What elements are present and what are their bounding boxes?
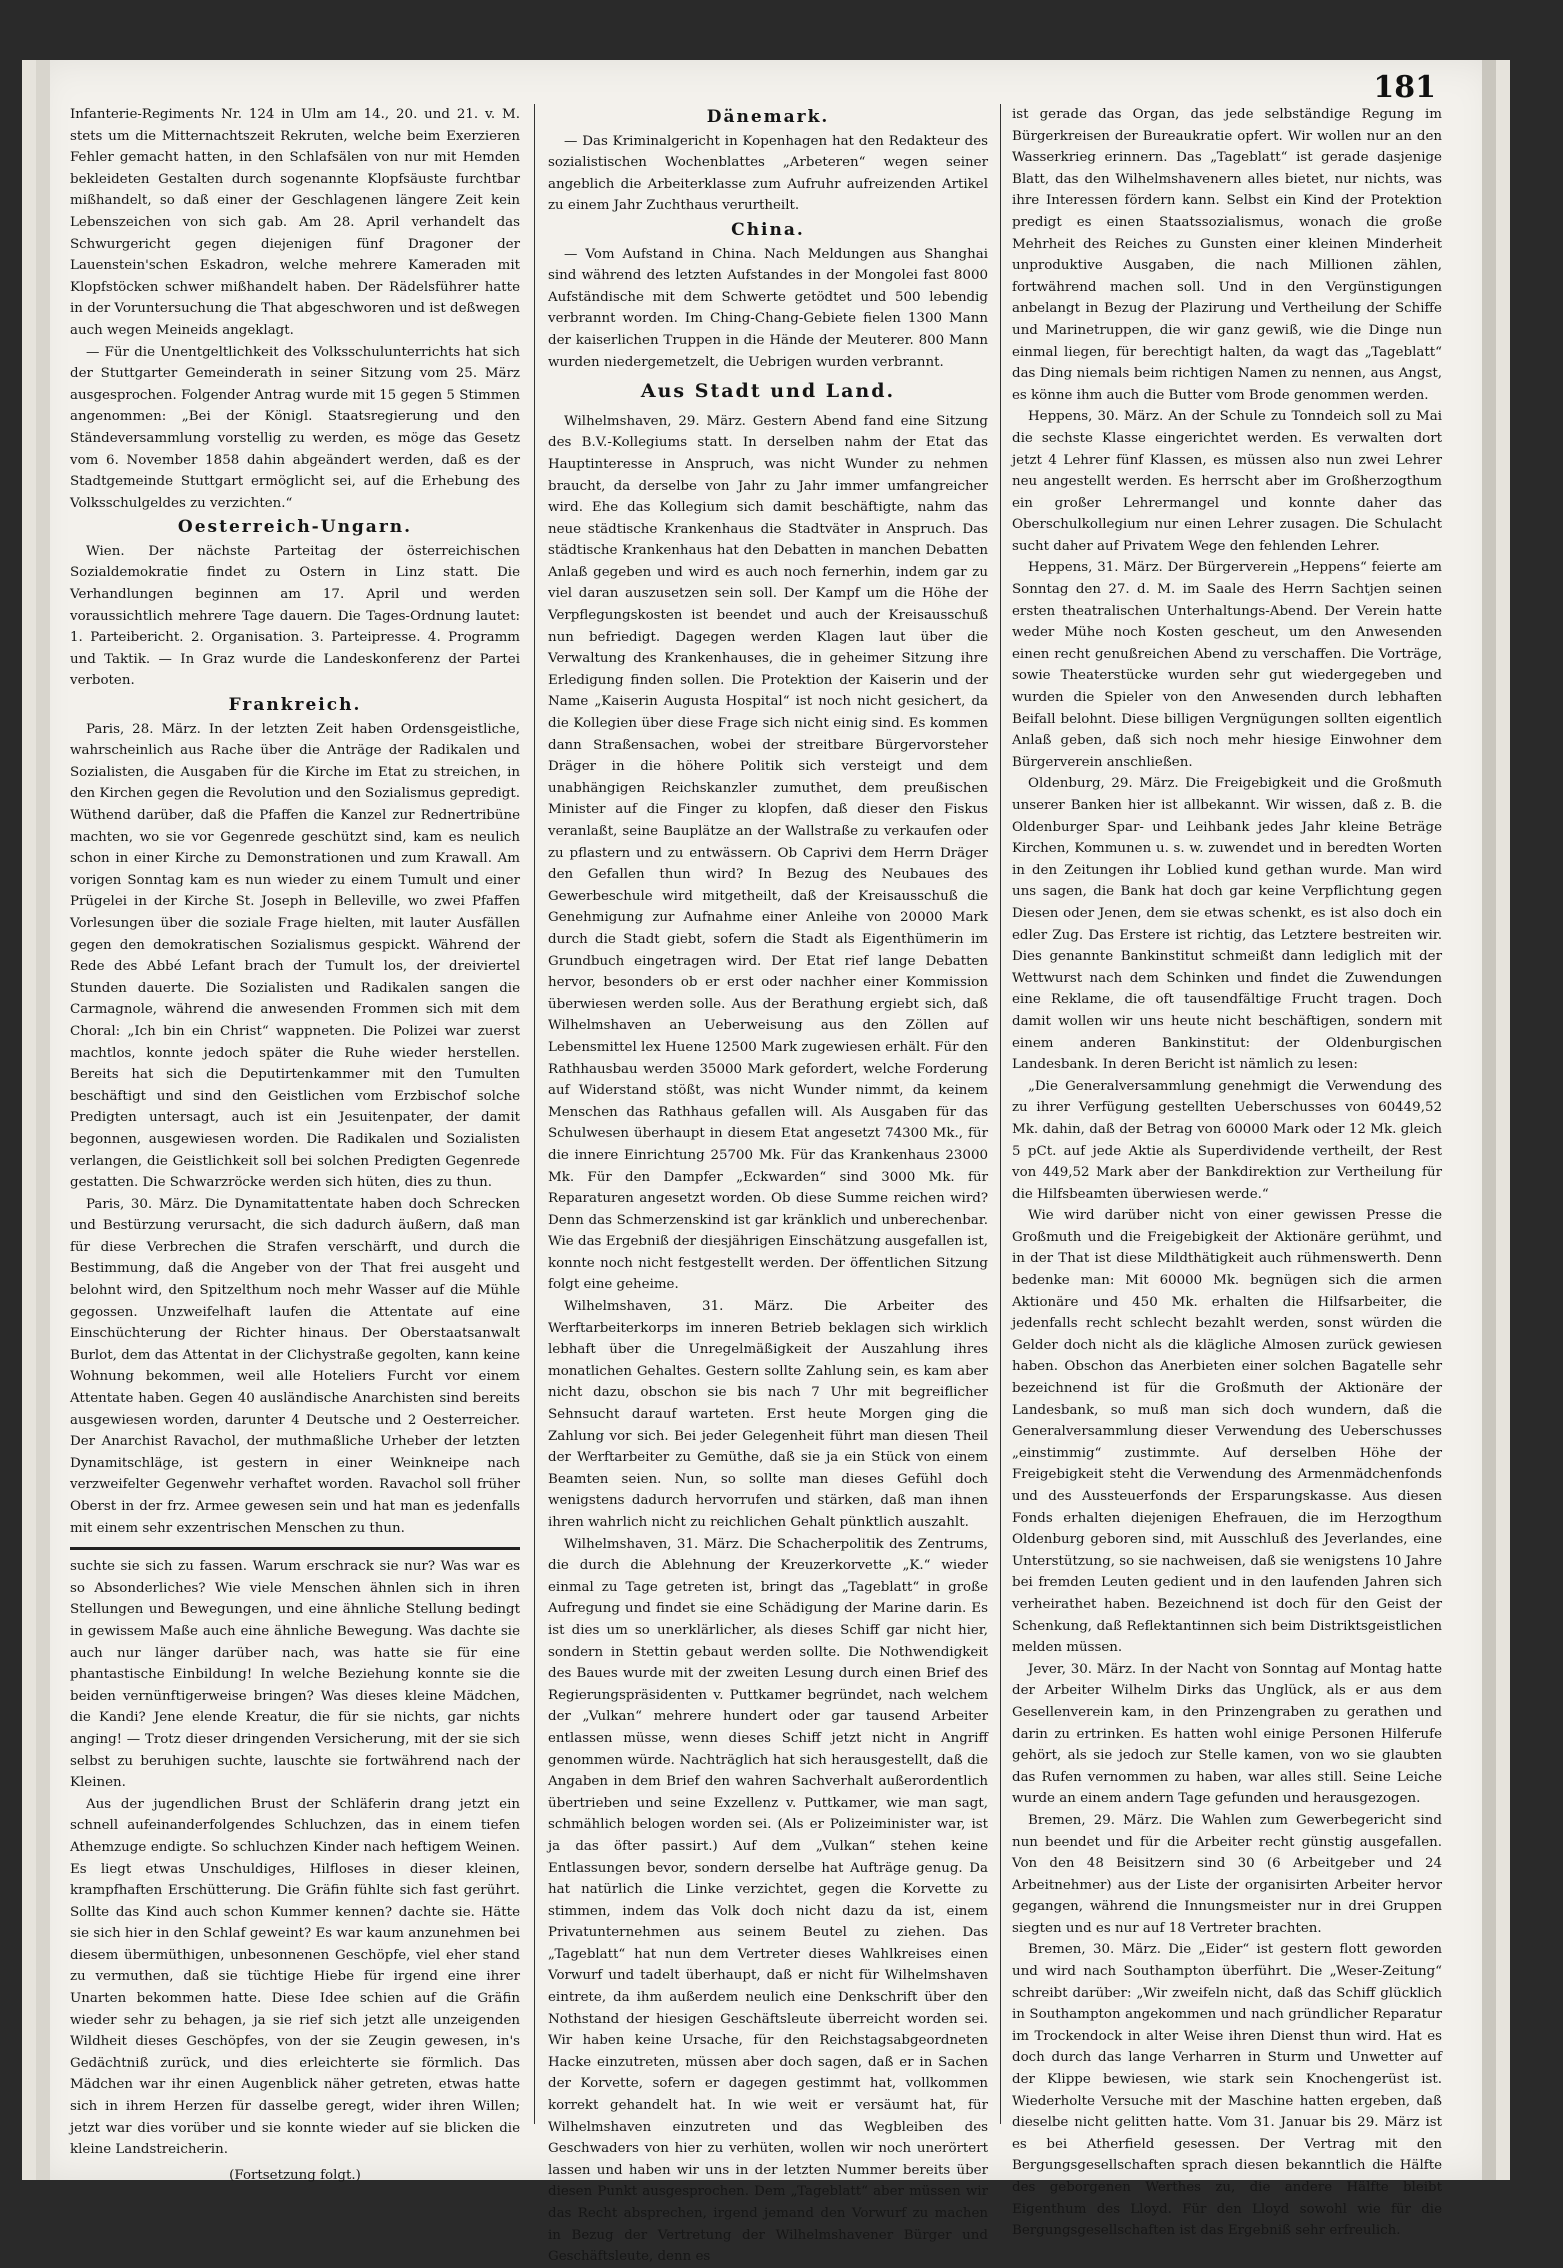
- article-oldenburg: Oldenburg, 29. März. Die Freigebigkeit und die Großmuth unserer Banken hier ist allbekannt. Wir wissen, daß z. B. die Oldenburger Spar- und Leihbank jedes Jahr kleine Beträge Kirchen, Kommunen u. s. w. zuwendet und in beredten Worten in den Zeitungen ihr Loblied kund gethan wurde. Man wird uns sagen, die Bank hat doch gar keine Verpflichtung gegen Diesen oder Jenen, dem sie etwas schenkt, es ist also doch ein edler Zug. Das Erstere ist richtig, das Letztere bestreiten wir. Dies genannte Bankinstitut schmeißt dann lediglich mit der Wettwurst nach dem Schinken und findet die Zuwendungen eine Reklame, die oft tausendfältige Frucht tragen. Doch damit wollen wir uns heute nicht beschäftigen, sondern mit einem anderen Bankinstitut: der Oldenburgischen Landesbank. In deren Bericht ist nämlich zu lesen:: [1012, 776, 1442, 1073]
- heading-frankreich: Frankreich.: [228, 695, 362, 716]
- scan-background: [22, 60, 1510, 2265]
- feuilleton-paragraph-1: suchte sie sich zu fassen. Warum erschrack sie nur? Was war es so Absonderliches? Wie viele Menschen ähnlen sich in ihren Stellungen und Bewegungen, und eine ähnliche Stellung bedingt in gewissem Maße auch eine ähnliche Bewegung. Was dachte sie auch nur länger darüber nach, was hatte sie für eine phantastische Einbildung! In welche Beziehung konnte sie die beiden vernünftigerweise bringen? Was dieses kleine Mädchen, die Kandi? Jene elende Kreatur, die für sie nichts, gar nichts anging! — Trotz dieser dringenden Versicherung, mit der sie sich selbst zu beruhigen suchte, lauschte sie fortwährend nach der Kleinen.: [70, 1559, 520, 1791]
- page-edge-right: [1482, 60, 1496, 2180]
- column-rule-2: [1000, 104, 1001, 2124]
- newspaper-page: [36, 60, 1496, 2265]
- article-wilhelmshaven-1: Wilhelmshaven, 29. März. Gestern Abend fand eine Sitzung des B.V.-Kollegiums statt. In derselben nahm der Etat das Hauptinteresse in Anspruch, was nicht Wunder zu nehmen braucht, da derselbe von Jahr zu Jahr immer umfangreicher wird. Ehe das Kollegium sich damit beschäftigte, nahm das neue städtische Krankenhaus die Stadtväter in Anspruch. Das städtische Krankenhaus hat den Debatten in manchen Debatten Anlaß gegeben und wird es auch noch fernerhin, indem gar zu viel daran auszusetzen sein soll. Der Kampf um die Höhe der Verpflegungskosten ist beendet und auch der Kreisausschuß nun befriedigt. Dagegen werden Klagen laut über die Verwaltung des Krankenhauses, die in geheimer Sitzung ihre Erledigung finden sollen. Die Protektion der Kaiserin und der Name „Kaiserin Augusta Hospital“ ist noch nicht gesichert, da die Kollegien über diese Frage sich nicht einig sind. Es kommen dann Straßensachen, wobei der streitbare Bürgervorsteher Dräger in die höhere Politik sich versteigt und dem unabhängigen Reichskanzler zumuthet, dem preußischen Minister auf die Finger zu klopfen, daß dieser den Fiskus veranlaßt, seine Bauplätze an der Wallstraße zu verkaufen oder zu pflastern und zu entwässern. Ob Caprivi dem Herrn Dräger den Gefallen thun wird? In Bezug des Neubaues des Gewerbeschule wird mitgetheilt, daß der Kreisausschuß die Genehmigung zur Aufnahme einer Anleihe von 20000 Mark durch die Stadt giebt, sofern die Stadt als Eigenthümerin im Grundbuch eingetragen wird. Der Etat rief lange Debatten hervor, besonders ob er erst oder nachher einer Kommission überwiesen werden solle. Aus der Berathung ergiebt sich, daß Wilhelmshaven an Ueberweisung aus den Zöllen auf Lebensmittel lex Huene 12500 Mark zugewiesen erhält. Für den Rathhausbau werden 35000 Mark gefordert, welche Forderung auf Widerstand stößt, was nicht Wunder nimmt, da keinem Menschen das Rathhaus gefallen will. Als Ausgaben für das Schulwesen überhaupt in diesem Etat angesetzt 74300 Mk., für die innere Einrichtung 25700 Mk. Für das Krankenhaus 23000 Mk. Für den Dampfer „Eckwarden“ sind 3000 Mk. für Reparaturen angesetzt worden. Ob diese Summe reichen wird? Denn das Schmerzenskind ist gar kränklich und unberechenbar. Wie das Ergebniß der diesjährigen Einschätzung ausgefallen ist, konnte noch nicht festgestellt werden. Der öffentlichen Sitzung folgt eine geheime.: [548, 413, 988, 1293]
- article-oldenburg-2: Wie wird darüber nicht von einer gewissen Presse die Großmuth und die Freigebigkeit der Aktionäre gerühmt, und in der That ist diese Mildthätigkeit auch rühmenswerth. Denn bedenke man: Mit 60000 Mk. begnügen sich die armen Aktionäre und 450 Mk. erhalten die Hilfsarbeiter, die jedenfalls recht schlecht bezahlt werden, sonst würden die Gelder doch nicht als die klägliche Almosen zurück gewiesen haben. Obschon das Anerbieten einer solchen Bagatelle sehr bezeichnend ist für die Großmuth der Aktionäre der Landesbank, so muß man sich doch wundern, daß die Generalversammlung dieser Verwendung des Ueberschusses „einstimmig“ zustimmte. Auf derselben Höhe der Freigebigkeit steht die Verwendung des Armenmädchenfonds und des Aussteuerfonds der Ersparungskasse. Aus diesen Fonds erhalten diejenigen Ehefrauen, die im Herzogthum Oldenburg geboren sind, mit Ausschluß des Jeverlandes, eine Unterstützung, so sie nachweisen, daß sie wenigstens 10 Jahre bei fremden Leuten gedient und in den laufenden Jahren sich verheirathet haben. Bezeichnend ist doch für den Geist der Schenkung, daß Reflektantinnen sich beim Distriktsgeistlichen melden müssen.: [1012, 1208, 1442, 1656]
- article-bremen-2: Bremen, 30. März. Die „Eider“ ist gestern flott geworden und wird nach Southampton überführt. Die „Weser-Zeitung“ schreibt darüber: „Wir zweifeln nicht, daß das Schiff glücklich in Southampton angekommen und nach gründlicher Reparatur im Trockendock in alter Weise ihren Dienst thun wird. Hat es doch durch das lange Verharren in Sturm und Unwetter auf der Klippe bewiesen, wie stark sein Knochengerüst ist. Wiederholte Versuche mit der Maschine hatten ergeben, daß dieselbe nicht gelitten hatte. Vom 31. Januar bis 29. März ist es bei Atherfield gesessen. Der Vertrag mit den Bergungsgesellschaften sprach diesen bekanntlich die Hälfte des geborgenen Werthes zu, die andere Hälfte bleibt Eigenthum des Lloyd. Für den Lloyd sowohl wie für die Bergungsgesellschaften ist das Ergebniß sehr erfreulich.: [1012, 1942, 1442, 2239]
- heading-china: China.: [731, 219, 805, 240]
- article-china: — Vom Aufstand in China. Nach Meldungen aus Shanghai sind während des letzten Aufstandes in der Mongolei fast 8000 Aufständische mit dem Schwerte getödtet und 500 lebendig verbrannt worden. Im Ching-Chang-Gebiete fielen 1300 Mann der kaiserlichen Truppen in die Hände der Meuterer. 800 Mann wurden niedergemetzelt, die Uebrigen wurden verbrannt.: [548, 246, 988, 370]
- page-number: 181: [1373, 70, 1436, 105]
- heading-oesterreich: Oesterreich-Ungarn.: [177, 517, 413, 538]
- column-3: [1012, 104, 1442, 2239]
- page-edge-left: [36, 60, 50, 2180]
- article-jever: Jever, 30. März. In der Nacht von Sonntag auf Montag hatte der Arbeiter Wilhelm Dirks das Unglück, als er aus dem Gesellenverein kam, in den Prinzengraben zu gerathen und darin zu ertrinken. Es hatten wohl einige Personen Hilferufe gehört, als sie jedoch zur Stelle kamen, von wo sie glaubten das Rufen vernommen zu haben, war alles still. Seine Leiche wurde an einem andern Tage gefunden und herausgezogen.: [1012, 1661, 1442, 1807]
- article-daenemark: — Das Kriminalgericht in Kopenhagen hat den Redakteur des sozialistischen Wochenblattes „Arbeteren“ wegen seiner angeblich die Arbeiterklasse zum Aufruhr aufreizenden Artikel zu einem Jahr Zuchthaus verurtheilt.: [548, 133, 988, 214]
- article-continuation: ist gerade das Organ, das jede selbständige Regung im Bürgerkreisen der Bureaukratie opfert. Wir wollen nur an den Wasserkrieg erinnern. Das „Tageblatt“ ist gerade dasjenige Blatt, das den Wilhelmshavenern alles bietet, nur nichts, was ihre Interessen fördern kann. Selbst ein Kind der Protektion predigt es einen Staatssozialismus, wonach die große Mehrheit des Reiches zu Gunsten einer kleinen Minderheit unproduktive Ausgaben, die nach Millionen zählen, fortwährend machen soll. Und in den Vergünstigungen anbelangt in Bezug der Plazirung und Vertheilung der Schiffe und Marinetruppen, die wir ganz gewiß, wie die Dinge nun einmal liegen, für berechtigt halten, da wagt das „Tageblatt“ das Ding niemals beim richtigen Namen zu nennen, aus Angst, es könne ihm auch die Butter vom Brode genommen werden.: [1012, 107, 1442, 403]
- article-heppens-2: Heppens, 31. März. Der Bürgerverein „Heppens“ feierte am Sonntag den 27. d. M. im Saale des Herrn Sachtjen seinen ersten theatralischen Unterhaltungs-Abend. Der Verein hatte weder Mühe noch Kosten gescheut, um den Anwesenden einen recht genußreichen Abend zu verschaffen. Die Vorträge, sowie Theaterstücke wurden sehr gut wiedergegeben und wurden die Spieler von den Anwesenden durch lebhaften Beifall belohnt. Diese billigen Vergnügungen sollten eigentlich Anlaß geben, daß sich noch mehr hiesige Einwohner dem Bürgerverein anschließen.: [1012, 560, 1442, 770]
- continued-note: (Fortsetzung folgt.): [229, 2167, 361, 2183]
- article-bremen-1: Bremen, 29. März. Die Wahlen zum Gewerbegericht sind nun beendet und für die Arbeiter recht günstig ausgefallen. Von den 48 Beisitzern sind 30 (6 Arbeitgeber und 24 Arbeitnehmer) aus der Liste der organisirten Arbeiter hervor gegangen, während die Innungsmeister nur in drei Gruppen siegten und es nur auf 18 Vertreter brachten.: [1012, 1812, 1442, 1936]
- article-oldenburg-quote: „Die Generalversammlung genehmigt die Verwendung des zu ihrer Verfügung gestellten Ueberschusses von 60449,52 Mk. dahin, daß der Betrag von 60000 Mark oder 12 Mk. gleich 5 pCt. auf jede Aktie als Superdividende vertheilt, der Rest von 449,52 Mark aber der Bankdirektion zur Vertheilung für die Hilfsbeamten überwiesen werde.“: [1012, 1078, 1442, 1202]
- feuilleton-paragraph-2: Aus der jugendlichen Brust der Schläferin drang jetzt ein schnell aufeinanderfolgendes Schluchzen, das in einem tiefen Athemzuge endigte. So schluchzen Kinder nach heftigem Weinen. Es liegt etwas Unschuldiges, Hilfloses in dieser kleinen, krampfhaften Erschütterung. Die Gräfin fühlte sich fast gerührt. Sollte das Kind auch schon Kummer kennen? dachte sie. Hätte sie sich hier in den Schlaf geweint? Es war kaum anzunehmen bei diesem übermüthigen, unbesonnenen Geschöpfe, viel eher stand zu vermuthen, daß sie tüchtige Hiebe für irgend eine ihrer Unarten bekommen hatte. Diese Idee schien auf die Gräfin wieder sehr zu behagen, ja sie rief sich jetzt alle unzeigenden Wildheit dieses Geschöpfes, von der sie Zeugin gewesen, in's Gedächtniß zurück, und dies erleichterte sie förmlich. Das Mädchen war ihr einen Augenblick näher getreten, etwas hatte sich in ihrem Herzen für dasselbe geregt, wider ihren Willen; jetzt war dies vorüber und sie konnte wieder auf sie blicken die kleine Landstreicherin.: [70, 1796, 520, 2158]
- article-wilhelmshaven-2: Wilhelmshaven, 31. März. Die Arbeiter des Werftarbeiterkorps im inneren Betrieb beklagen sich wirklich lebhaft über die Unregelmäßigkeit der Auszahlung ihres monatlichen Gehaltes. Gestern sollte Zahlung sein, es kam aber nicht dazu, obschon sie bis nach 7 Uhr mit begreiflicher Sehnsucht darauf warteten. Erst heute Morgen ging die Zahlung vor sich. Bei jeder Gelegenheit führt man diesen Theil der Werftarbeiter zu Gemüthe, daß sie ja ein Stück von einem Beamten seien. Nun, so sollte man dieses Gefühl doch wenigstens dadurch hervorrufen und stärken, daß man ihnen ihren wahrlich nicht zu reichlichen Gehalt pünktlich auszahlt.: [548, 1299, 988, 1530]
- article-infantry: Infanterie-Regiments Nr. 124 in Ulm am 14., 20. und 21. v. M. stets um die Mitternachtszeit Rekruten, welche beim Exerzieren Fehler gemacht hatten, in den Schlafsälen von nur mit Hemden bekleideten Gestalten durch sogenannte Klopfsäuste furchtbar mißhandelt, so daß einer der Geschlagenen längere Zeit kein Lebenszeichen von sich gab. Am 28. April verhandelt das Schwurgericht gegen diejenigen fünf Dragoner der Lauenstein'schen Eskadron, welche mehrere Kameraden mit Klopfstöcken schwer mißhandelt haben. Der Rädelsführer hatte in der Voruntersuchung die That abgeschworen und ist deßwegen auch wegen Meineids angeklagt.: [70, 107, 520, 338]
- article-volksschule: — Für die Unentgeltlichkeit des Volksschulunterrichts hat sich der Stuttgarter Gemeinderath in seiner Sitzung vom 25. März ausgesprochen. Folgender Antrag wurde mit 15 gegen 5 Stimmen angenommen: „Bei der Königl. Staatsregierung und den Ständeversammlung vorstellig zu werden, es möge das Gesetz vom 6. November 1858 dahin abgeändert werden, daß es der Stadtgemeinde Stuttgart ermöglicht sei, auf die Erhebung des Volksschulgeldes zu verzichten.“: [70, 344, 520, 511]
- column-rule-1: [534, 104, 535, 2124]
- article-paris-1: Paris, 28. März. In der letzten Zeit haben Ordensgeistliche, wahrscheinlich aus Rache über die Anträge der Radikalen und Sozialisten, die Ausgaben für die Kirche im Etat zu streichen, in den Kirchen gegen die Revolution und den Sozialismus gepredigt. Wüthend darüber, daß die Pfaffen die Kanzel zur Rednertribüne machten, wo sie vor Gegenrede geschützt sind, kam es neulich schon in einer Kirche zu Demonstrationen und zum Krawall. Am vorigen Sonntag kam es nun wieder zu einem Tumult und einer Prügelei in der Kirche St. Joseph in Belleville, wo zwei Pfaffen Vorlesungen über die soziale Frage hielten, mit lauter Ausfällen gegen den demokratischen Sozialismus gespickt. Während der Rede des Abbé Lefant brach der Tumult los, der dreiviertel Stunden dauerte. Die Sozialisten und Radikalen sangen die Carmagnole, während die anwesenden Frommen sich mit dem Choral: „Ich bin ein Christ“ wappneten. Die Polizei war zuerst machtlos, konnte jedoch später die Ruhe wieder herstellen. Bereits hat sich die Deputirtenkammer mit den Tumulten beschäftigt und sind den Geistlichen vom Erzbischof solche Predigten untersagt, auch ist ein Jesuitenpater, der damit begonnen, ausgewiesen worden. Die Radikalen und Sozialisten verlangen, die Geistlichkeit soll bei solchen Predigten Gegenrede gestatten. Die Schwarzröcke werden sich hüten, dies zu thun.: [70, 721, 520, 1191]
- article-paris-2: Paris, 30. März. Die Dynamitattentate haben doch Schrecken und Bestürzung verursacht, die sich dadurch äußern, daß man für diese Verbrechen die Strafen verschärft, und durch die Bestimmung, daß die Angeber von der That frei ausgeht und belohnt wird, den Spitzelthum noch mehr Wasser auf die Mühle gegossen. Unzweifelhaft laufen die Attentate auf eine Einschüchterung der Richter hinaus. Der Oberstaatsanwalt Burlot, dem das Attentat in der Clichystraße gegolten, kann keine Wohnung bekommen, weil alle Hoteliers Furcht vor einem Attentate haben. Gegen 40 ausländische Anarchisten sind bereits ausgewiesen worden, darunter 4 Deutsche und 2 Oesterreicher. Der Anarchist Ravachol, der muthmaßliche Urheber der letzten Dynamitschläge, ist gestern in einer Weinkneipe nach verzweifelter Gegenwehr verhaftet worden. Ravachol soll früher Oberst in der frz. Armee gewesen sein und hat man es jedenfalls mit einem sehr exzentrischen Menschen zu thun.: [70, 1196, 520, 1536]
- heading-daenemark: Dänemark.: [706, 107, 830, 127]
- heading-aus-stadt-und-land: Aus Stadt und Land.: [640, 380, 896, 403]
- column-1: [70, 104, 520, 2183]
- column-2: [548, 104, 988, 2265]
- article-heppens-1: Heppens, 30. März. An der Schule zu Tonndeich soll zu Mai die sechste Klasse eingerichtet werden. Es verwalten dort jetzt 4 Lehrer fünf Klassen, es müssen also nun zwei Lehrer neu angestellt werden. Es herrscht aber im Großherzogthum ein großer Lehrermangel und konnte daher das Oberschulkollegium nur einen Lehrer zusagen. Die Schulacht sucht daher auf Privatem Wege den fehlenden Lehrer.: [1012, 409, 1442, 554]
- article-wien: Wien. Der nächste Parteitag der österreichischen Sozialdemokratie findet zu Ostern in Linz statt. Die Verhandlungen beginnen am 17. April und werden voraussichtlich mehrere Tage dauern. Die Tages-Ordnung lautet: 1. Parteibericht. 2. Organisation. 3. Parteipresse. 4. Programm und Taktik. — In Graz wurde die Landeskonferenz der Partei verboten.: [70, 543, 520, 689]
- article-wilhelmshaven-3: Wilhelmshaven, 31. März. Die Schacherpolitik des Zentrums, die durch die Ablehnung der Kreuzerkorvette „K.“ wieder einmal zu Tage getreten ist, bringt das „Tageblatt“ in große Aufregung und findet sie eine Schädigung der Marine darin. Es ist dies um so unerklärlicher, als dieses Schiff gar nicht hier, sondern in Stettin gebaut werden sollte. Die Nothwendigkeit des Baues wurde mit der zweiten Lesung durch einen Brief des Regierungspräsidenten v. Puttkamer begründet, nach welchem der „Vulkan“ mehrere hundert oder gar tausend Arbeiter entlassen müsse, wenn dieses Schiff jetzt nicht in Angriff genommen würde. Nachträglich hat sich herausgestellt, daß die Angaben in dem Brief den wahren Sachverhalt außerordentlich übertrieben und seine Exzellenz v. Puttkamer, wie man sagt, schmählich belogen worden sei. (Als er Polizeiminister war, ist ja das öfter passirt.) Auf dem „Vulkan“ stehen keine Entlassungen bevor, sondern derselbe hat Aufträge genug. Da hat natürlich die Linke verzichtet, gegen die Korvette zu stimmen, indem das Volk doch nicht dazu da ist, einem Privatunternehmen aus seinem Beutel zu ziehen. Das „Tageblatt“ hat nun dem Vertreter dieses Wahlkreises einen Vorwurf und tadelt überhaupt, daß er nicht für Wilhelmshaven eintrete, da ihm außerdem neulich eine Denkschrift über den Nothstand der hiesigen Geschäftsleute überreicht worden sei. Wir haben keine Ursache, für den Reichstagsabgeordneten Hacke einzutreten, müssen aber doch sagen, daß er in Sachen der Korvette, sofern er dagegen gestimmt hat, vollkommen korrekt gehandelt hat. In wie weit er versäumt hat, für Wilhelmshaven einzutreten und das Wegbleiben des Geschwaders von hier zu verhüten, wollen wir noch unerörtert lassen und haben wir uns in der letzten Nummer bereits über diesen Punkt ausgesprochen. Dem „Tageblatt“ aber müssen wir das Recht absprechen, irgend jemand den Vorwurf zu machen in Bezug der Vertretung der Wilhelmshavener Bürger und Geschäftsleute, denn es: [548, 1536, 988, 2265]
- feuilleton-divider: [70, 1547, 520, 1550]
